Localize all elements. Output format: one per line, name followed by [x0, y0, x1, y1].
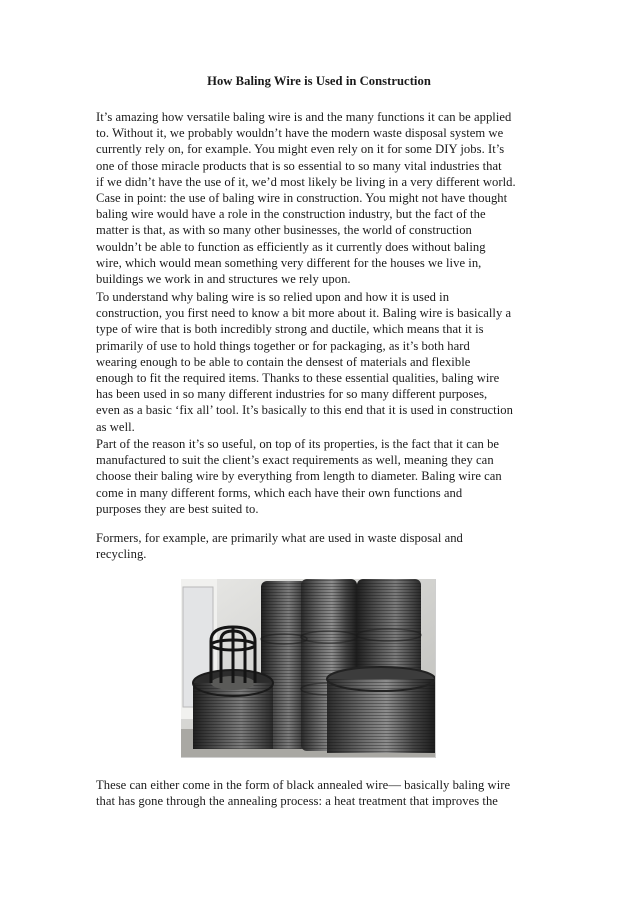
text-line: to. Without it, we probably wouldn’t have the modern waste disposal system we	[96, 126, 504, 141]
wire-coils-photo	[181, 579, 436, 758]
text-line: wearing enough to be able to contain the densest of materials and flexible	[96, 354, 471, 369]
text-line: choose their baling wire by everything from length to diameter. Baling wire can	[96, 469, 502, 484]
text-line: as well.	[96, 419, 135, 434]
text-line: enough to fit the required items. Thanks to these essential qualities, baling wire	[96, 371, 500, 386]
text-line: Formers, for example, are primarily what are used in waste disposal and	[96, 531, 463, 545]
document-title: How Baling Wire is Used in Construction	[207, 74, 431, 88]
text-line: buildings we work in and structures we rely upon.	[96, 272, 351, 287]
text-line: has been used in so many different industries for so many different purposes,	[96, 387, 488, 402]
text-line: It’s amazing how versatile baling wire is and the many functions it can be applied	[96, 110, 512, 124]
text-line: one of those miracle products that is so essential to so many vital industries that	[96, 158, 502, 173]
paragraph-understand	[96, 289, 548, 435]
text-line: purposes they are best suited to.	[96, 501, 259, 516]
text-line: recycling.	[96, 547, 147, 562]
paragraph-intro	[96, 109, 548, 287]
text-line: These can either come in the form of black annealed wire— basically baling wire	[96, 778, 511, 792]
text-line: primarily of use to hold things together or for packaging, as it’s both hard	[96, 338, 470, 353]
text-line: come in many different forms, which each have their own functions and	[96, 485, 463, 500]
paragraph-formers	[96, 530, 548, 562]
text-line: manufactured to suit the client’s exact requirements as well, meaning they can	[96, 453, 494, 468]
text-line: construction, you first need to know a bit more about it. Baling wire is basically a	[96, 306, 512, 321]
text-line: Part of the reason it’s so useful, on top of its properties, is the fact that it can be	[96, 437, 500, 451]
text-line: baling wire would have a role in the construction industry, but the fact of the	[96, 207, 486, 222]
paragraph-manufacture	[96, 436, 548, 517]
text-line: even as a basic ‘fix all’ tool. It’s basically to this end that it is used in construction	[96, 403, 513, 418]
text-line: wire, which would mean something very different for the houses we live in,	[96, 255, 482, 270]
text-line: type of wire that is both incredibly strong and ductile, which means that it is	[96, 322, 484, 337]
paragraph-black-annealed	[96, 777, 548, 809]
text-line: currently rely on, for example. You might even rely on it for some DIY jobs. It’s	[96, 142, 505, 157]
text-line: wouldn’t be able to function as efficiently as it currently does without baling	[96, 239, 486, 254]
text-line: To understand why baling wire is so relied upon and how it is used in	[96, 290, 450, 304]
text-line: matter is that, as with so many other businesses, the world of construction	[96, 223, 472, 238]
text-line: Case in point: the use of baling wire in construction. You might not have thought	[96, 191, 508, 206]
text-line: if we didn’t have the use of it, we’d most likely be living in a very different world.	[96, 174, 516, 189]
text-line: that has gone through the annealing process: a heat treatment that improves the	[96, 794, 498, 809]
